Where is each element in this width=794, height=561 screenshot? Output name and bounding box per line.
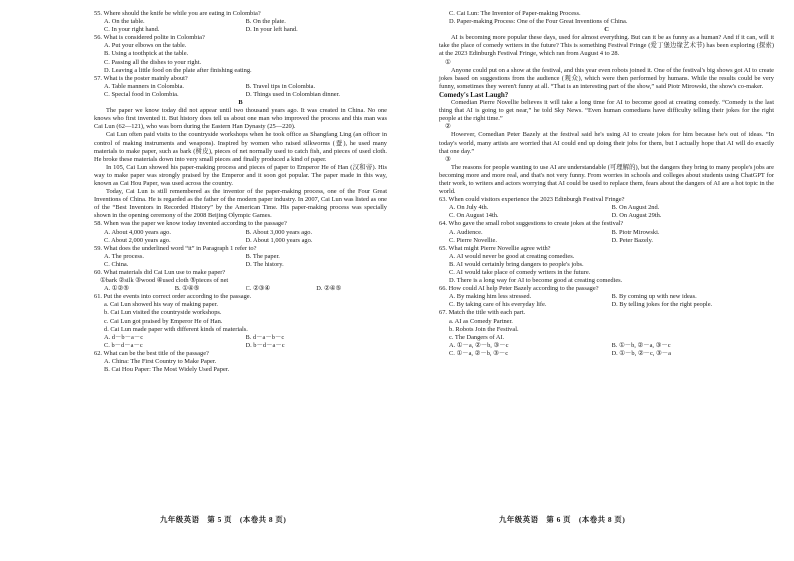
q55-option-b: B. On the plate. xyxy=(245,18,286,26)
q57-option-c: C. Special food in Colombia. xyxy=(104,90,179,98)
q59-option-c: C. China. xyxy=(104,260,129,268)
q61-options xyxy=(94,334,387,350)
blank-1: ① xyxy=(445,58,451,66)
q61-stem: 61. Put the events into correct order according to the passage. xyxy=(94,293,252,301)
q65-option-b: B. AI would certainly bring dangers to people's jobs. xyxy=(449,260,584,268)
section-c-heading: C xyxy=(604,26,609,34)
q62-option-b: B. Cai Hou Paper: The Most Widely Used Paper. xyxy=(104,366,230,374)
q64-option-c: C. Pierre Novellie. xyxy=(449,236,497,244)
q64-stem: 64. Who gave the small robot suggestions to create jokes at the festival? xyxy=(439,220,624,228)
q56-option-d: D. Leaving a little food on the plate after finishing eating. xyxy=(104,66,252,74)
q59-options xyxy=(94,253,387,269)
q62-stem: 62. What can be the best title of the passage? xyxy=(94,349,209,357)
passage-c-paragraph-5: The reasons for people wanting to use AI are understandable (可理解的), but the dangers they bring to many people's jobs are becoming more and more real, and that's not very funny. From worries in schools and colleges about students using ChatGPT for their work, to writers and actors worrying that AI could be used to replace them, fears about the dangers of AI are a hot topic in the world. xyxy=(439,163,774,196)
q60-options xyxy=(94,285,387,293)
q60-option-c: C. ②③④ xyxy=(245,285,271,293)
q57-options xyxy=(94,83,387,99)
passage-c-paragraph-1: AI is becoming more popular these days, used for almost everything. But can it be as funny as a human? And if it can, will it take the place of comedy writers in the future? This is something Festival Fringe (爱丁堡边缘艺术节) has been exploring (探索) at the 2023 Edinburgh Festival Fringe, which ran from August 4 to 28. xyxy=(439,34,774,58)
q63-options xyxy=(439,204,774,220)
page-5-footer: 九年级英语 第 5 页 (本卷共 8 页) xyxy=(160,515,287,524)
q64-options xyxy=(439,229,774,245)
passage-b-paragraph-1: The paper we know today did not appear until two thousand years ago. It was created in China. No one knows who first invented it. But history does tell us about one man who improved the process and this man was Cai Lun (62—121), who was born during the Eastern Han Dynasty (25—220). xyxy=(94,107,387,131)
q56-option-c: C. Passing all the dishes to your right. xyxy=(104,58,202,66)
right-page xyxy=(397,0,794,561)
q59-option-a: A. The process. xyxy=(104,252,144,260)
q60-items: ①bark ②silk ③wood ④used cloth ⑤pieces of net xyxy=(100,277,229,285)
q67-part-a: a. AI as Comedy Partner. xyxy=(449,317,513,325)
q60-stem: 60. What materials did Cai Lun use to make paper? xyxy=(94,269,226,276)
q58-option-d: D. About 1,000 years ago. xyxy=(245,236,313,244)
q56-option-a: A. Put your elbows on the table. xyxy=(104,42,187,50)
q63-option-d: D. On August 29th. xyxy=(611,212,662,220)
passage-c-paragraph-2: Anyone could put on a show at the festival, and this year even robots joined it. One of the festival's big shows got AI to create jokes based on suggestions from the audience (观众), which were then performed by humans. While the results could be very funny, sometimes they weren't funny at all. “That is an interesting part of the show,” said Piotr Mirowski, the show's co-maker. xyxy=(439,66,774,90)
q61-event-c: c. Cai Lun got praised by Emperor He of Han. xyxy=(104,317,223,325)
page-6-footer: 九年级英语 第 6 页 (本卷共 8 页) xyxy=(499,515,626,524)
q67-parts xyxy=(439,318,774,342)
q61-event-a: a. Cai Lun showed his way of making paper. xyxy=(104,301,218,309)
q67-part-c: c. The Dangers of AI. xyxy=(449,333,505,341)
q55-stem: 55. Where should the knife be while you are eating in Colombia? xyxy=(94,10,261,17)
q67-option-c: C. ①－a, ②－b, ③－c xyxy=(449,349,509,357)
q63-option-a: A. On July 4th. xyxy=(449,204,489,212)
passage-c-paragraph-3: Comedian Pierre Novellie believes it will take a long time for AI to become good at creating comedy. “Comedy is the last thing that AI is going to get near,” he told Sky News. “Even human comedians have difficulty telling their jokes for the right people at the right time.” xyxy=(439,99,774,123)
q59-option-d: D. The history. xyxy=(245,260,284,268)
q63-option-b: B. On August 2nd. xyxy=(611,204,660,212)
q66-option-c: C. By taking care of his everyday life. xyxy=(449,301,547,309)
q62-options-continued xyxy=(439,10,774,26)
q67-option-d: D. ①－b, ②－c, ③－a xyxy=(611,349,671,357)
q57-stem: 57. What is the poster mainly about? xyxy=(94,74,188,82)
q62-options xyxy=(94,358,387,374)
q67-option-b: B. ①－b, ②－a, ③－c xyxy=(611,341,671,349)
q55-option-c: C. In your right hand. xyxy=(104,26,160,34)
section-b-heading: B xyxy=(238,99,243,107)
q61-event-d: d. Cai Lun made paper with different kinds of materials. xyxy=(104,325,248,333)
q55-option-a: A. On the table. xyxy=(104,18,145,26)
q65-stem: 65. What might Pierre Novellie agree with? xyxy=(439,244,551,252)
q61-option-a: A. d－b－a－c xyxy=(104,333,144,341)
q59-stem: 59. What does the underlined word “it” in Paragraph 1 refer to? xyxy=(94,244,257,252)
q64-option-a: A. Audience. xyxy=(449,228,483,236)
q61-event-b: b. Cai Lun visited the countryside workshops. xyxy=(104,309,222,317)
q67-options xyxy=(439,342,774,358)
q65-option-d: D. There is a long way for AI to become good at creating comedies. xyxy=(449,277,623,285)
q60-option-b: B. ①④⑤ xyxy=(174,285,200,293)
q63-option-c: C. On August 14th. xyxy=(449,212,499,220)
q64-option-b: B. Piotr Mirowski. xyxy=(611,228,660,236)
q67-stem: 67. Match the title with each part. xyxy=(439,309,526,317)
q65-option-c: C. AI would take place of comedy writers in the future. xyxy=(449,269,591,276)
q67-part-b: b. Robots Join the Festival. xyxy=(449,325,519,333)
q60-option-d: D. ②④⑤ xyxy=(316,285,342,293)
q64-option-d: D. Peter Bazely. xyxy=(611,236,653,244)
q62-option-c: C. Cai Lun: The Inventor of Paper-making Process. xyxy=(449,10,581,17)
passage-b-paragraph-3: In 105, Cai Lun showed his paper-making process and pieces of paper to Emperor He of Han (汉和帝). His way to make paper was strongly praised by the Emperor and it soon got popular. The paper made in this way, known as Cai Hou Paper, was used across the country. xyxy=(94,163,387,187)
q66-option-d: D. By telling jokes for the right people. xyxy=(611,301,713,309)
q56-option-b: B. Using a toothpick at the table. xyxy=(104,50,189,58)
q62-option-a: A. China: The First Country to Make Paper. xyxy=(104,358,217,366)
q56-options xyxy=(94,42,387,74)
passage-b-paragraph-2: Cai Lun often paid visits to the countryside workshops when he took office as Shangfang Ling (an officer in control of making instruments and weapons). Inspired by women who raised silkworms (蚕), he used many materials to make paper, such as bark (树皮), pieces of net normally used to catch fish, and pieces of used cloth. He broke these materials down into very small pieces and finally produced a kind of paper. xyxy=(94,131,387,163)
q57-option-b: B. Travel tips in Colombia. xyxy=(245,82,316,90)
q65-options xyxy=(439,253,774,285)
article-heading: Comedy's Last Laugh? xyxy=(439,90,509,99)
passage-c-paragraph-4: However, Comedian Peter Bazely at the festival said he's using AI to create jokes for him because he's out of ideas. “In today's world, many artists are worried that AI could end up doing their jobs for them, but I actually hope that AI will do exactly that one day.” xyxy=(439,131,774,155)
q55-options xyxy=(94,18,387,34)
q56-stem: 56. What is considered polite in Colombia? xyxy=(94,34,205,42)
q57-option-d: D. Things used in Colombian dinner. xyxy=(245,90,340,98)
q66-options xyxy=(439,293,774,309)
q58-option-b: B. About 3,000 years ago. xyxy=(245,228,313,236)
q58-option-c: C. About 2,000 years ago. xyxy=(104,236,171,244)
q66-option-b: B. By coming up with new ideas. xyxy=(611,293,697,301)
q59-option-b: B. The paper. xyxy=(245,252,280,260)
q65-option-a: A. AI would never be good at creating comedies. xyxy=(449,252,575,260)
q55-option-d: D. In your left hand. xyxy=(245,26,298,34)
blank-2: ② xyxy=(445,123,451,131)
q66-option-a: A. By making him less stressed. xyxy=(449,293,532,301)
q58-options xyxy=(94,229,387,245)
q67-option-a: A. ①－a, ②－b, ③－c xyxy=(449,341,509,349)
q60-option-a: A. ①②⑤ xyxy=(104,285,129,293)
q58-stem: 58. When was the paper we know today invented according to the passage? xyxy=(94,220,287,228)
q62-option-d: D. Paper-making Process: One of the Four Great Inventions of China. xyxy=(449,18,628,26)
blank-3: ③ xyxy=(445,155,451,163)
q61-option-c: C. b－d－a－c xyxy=(104,341,143,349)
q66-stem: 66. How could AI help Peter Bazely according to the passage? xyxy=(439,285,599,293)
passage-b-paragraph-4: Today, Cai Lun is still remembered as the inventor of the paper-making process, one of the Four Great Inventions of China. He is regarded as the father of the modern paper industry. In 2007, Cai Lun was listed as one of the “Best Inventors in Recorded History” by the American Time. His paper-making process was specially shown in the opening ceremony of the 2008 Beijing Olympic Games. xyxy=(94,188,387,220)
q58-option-a: A. About 4,000 years ago. xyxy=(104,228,171,236)
q57-option-a: A. Table manners in Colombia. xyxy=(104,82,185,90)
q63-stem: 63. When could visitors experience the 2023 Edinburgh Festival Fringe? xyxy=(439,196,625,204)
q61-option-b: B. d－a－b－c xyxy=(245,333,285,341)
q61-option-d: D. b－d－a－c xyxy=(245,341,285,349)
q61-events xyxy=(94,301,387,333)
